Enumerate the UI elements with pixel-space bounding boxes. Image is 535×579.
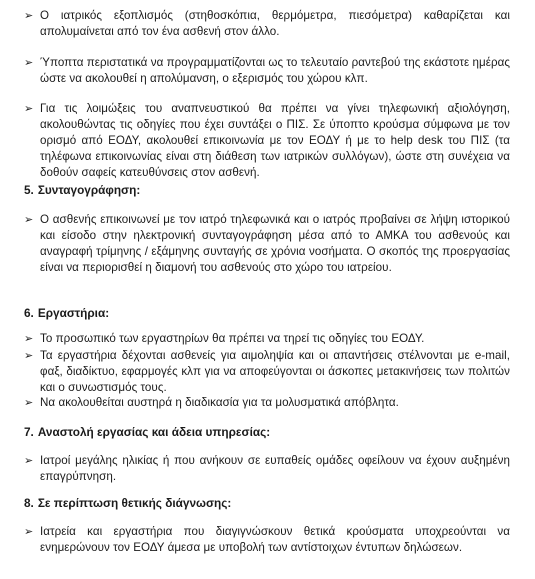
arrow-bullet-icon: ➢: [24, 455, 34, 467]
list-item: [24, 453, 510, 485]
arrow-bullet-icon: ➢: [24, 333, 34, 345]
arrow-bullet-icon: ➢: [24, 350, 34, 362]
list-item-text: Ο ασθενής επικοινωνεί με τον ιατρό τηλεφωνικά και ο ιατρός προβαίνει σε λήψη ιστορικού και είσοδο στην ηλεκτρονική συνταγογράφηση μέσα από το ΑΜΚΑ του ασθενούς και αναγραφή τρίμηνης / εξάμηνης συνταγής σε χρόνια νοσήματα. Ο σκοπός της προεργασίας είναι να περιορισθεί η διαμονή του ασθενούς στο χώρο του ιατρείου.: [40, 213, 510, 274]
arrow-bullet-icon: ➢: [24, 10, 34, 22]
section-heading: [24, 182, 140, 198]
arrow-bullet-icon: ➢: [24, 57, 34, 69]
section-title: Αναστολή εργασίας και άδεια υπηρεσίας:: [37, 425, 271, 439]
section-heading: [24, 424, 270, 440]
list-item-text: Τα εργαστήρια δέχονται ασθενείς για αιμοληψία και οι απαντήσεις στέλνονται με e-mail, φαξ, διαδίκτυο, εφαρμογές κλπ για να αποφεύγονται οι άσκοπες μετακινήσεις των πολιτών και ο συνωστισμός τους.: [40, 349, 510, 394]
list-item: [24, 101, 510, 181]
section-heading: [24, 305, 109, 321]
list-item-text: Να ακολουθείται αυστηρά η διαδικασία για τα μολυσματικά απόβλητα.: [40, 396, 399, 409]
list-item-text: Το προσωπικό των εργαστηρίων θα πρέπει να τηρεί τις οδηγίες του ΕΟΔΥ.: [40, 332, 425, 345]
arrow-bullet-icon: ➢: [24, 397, 34, 409]
list-item: [24, 331, 510, 347]
list-item-text: Ο ιατρικός εξοπλισμός (στηθοσκόπια, θερμόμετρα, πιεσόμετρα) καθαρίζεται και απολυμαίνεται από τον ένα ασθενή στον άλλο.: [40, 9, 510, 38]
list-item: [24, 395, 510, 411]
section-title: Σε περίπτωση θετικής διάγνωσης:: [37, 496, 232, 510]
section-number: 7.: [24, 425, 34, 439]
list-item: [24, 212, 510, 276]
list-item: [24, 55, 510, 87]
section-title: Συνταγογράφηση:: [37, 183, 141, 197]
section-heading: [24, 495, 231, 511]
list-item: [24, 348, 510, 396]
arrow-bullet-icon: ➢: [24, 214, 34, 226]
section-number: 8.: [24, 496, 34, 510]
list-item-text: Ύποπτα περιστατικά να προγραμματίζονται ως το τελευταίο ραντεβού της εκάστοτε ημέρας ώστε να ακολουθεί η απολύμανση, ο εξερισμός του χώρου κλπ.: [40, 56, 510, 85]
list-item: [24, 524, 510, 556]
list-item: [24, 8, 510, 40]
section-title: Εργαστήρια:: [37, 306, 110, 320]
arrow-bullet-icon: ➢: [24, 526, 34, 538]
list-item-text: Ιατρεία και εργαστήρια που διαγιγνώσκουν θετικά κρούσματα υποχρεούνται να ενημερώνουν τον ΕΟΔΥ άμεσα με υποβολή των αντίστοιχων έντυπων δηλώσεων.: [40, 525, 510, 554]
section-number: 6.: [24, 306, 34, 320]
arrow-bullet-icon: ➢: [24, 103, 34, 115]
section-number: 5.: [24, 183, 34, 197]
list-item-text: Ιατροί μεγάλης ηλικίας ή που ανήκουν σε ευπαθείς ομάδες οφείλουν να έχουν αυξημένη επαγρύπνηση.: [40, 454, 510, 483]
list-item-text: Για τις λοιμώξεις του αναπνευστικού θα πρέπει να γίνει τηλεφωνική αξιολόγηση, ακολουθώντας τις οδηγίες που έχει συντάξει ο ΠΙΣ. Σε ύποπτο κρούσμα σύμφωνα με τον ορισμό από ΕΟΔΥ, ακολουθεί επικοινωνία με τον ΕΟΔΥ ή με το help desk του ΠΙΣ (τα τηλέφωνα επικοινωνίας είναι στη διάθεση των ιατρικών συλλόγων), ώστε στη συνέχεια να δοθούν σαφείς κατευθύνσεις στον ασθενή.: [40, 102, 510, 179]
